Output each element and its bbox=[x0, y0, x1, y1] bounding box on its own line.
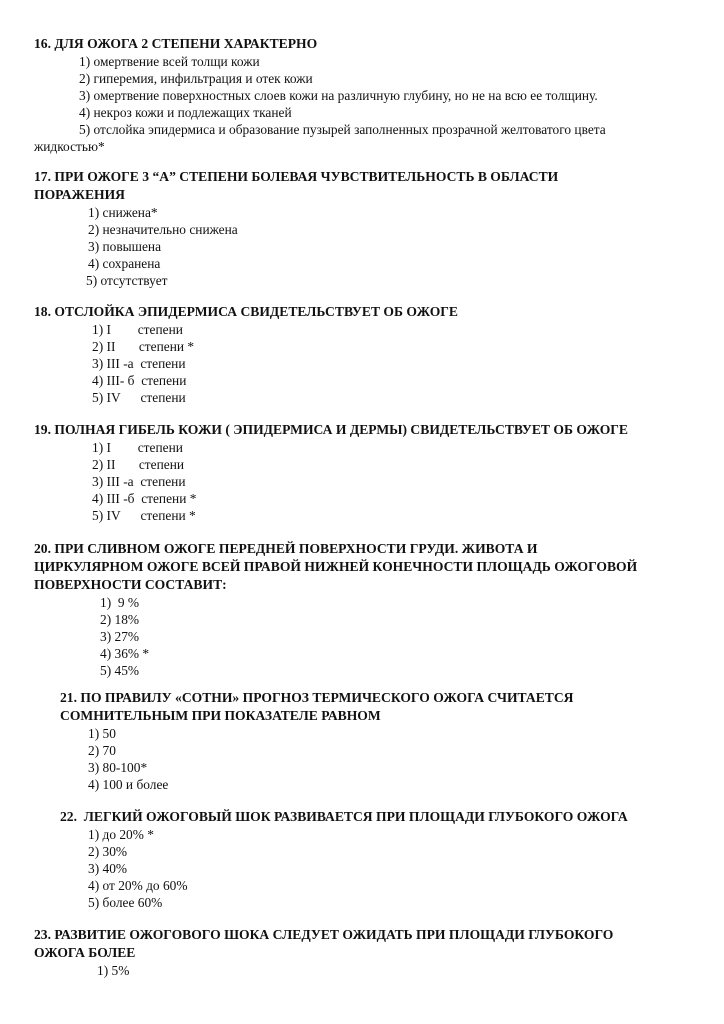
question-19 bbox=[0, 421, 724, 524]
answer-option: 3) омертвение поверхностных слоев кожи на различную глубину, но не на всю ее толщину. bbox=[79, 88, 598, 103]
question-18 bbox=[0, 303, 724, 406]
answer-option: 2) гиперемия, инфильтрация и отек кожи bbox=[79, 71, 313, 86]
answer-options bbox=[0, 725, 724, 793]
question-title: 21. ПО ПРАВИЛУ «СОТНИ» ПРОГНОЗ ТЕРМИЧЕСКОГО ОЖОГА СЧИТАЕТСЯ СОМНИТЕЛЬНЫМ ПРИ ПОКАЗАТЕЛЕ РАВНОМ bbox=[60, 690, 574, 723]
question-20 bbox=[0, 540, 724, 679]
answer-option: 1) 9 % bbox=[100, 595, 140, 610]
answer-option: 1) омертвение всей толщи кожи bbox=[79, 54, 260, 69]
answer-option: 1) I степени bbox=[92, 322, 183, 337]
answer-option: 5) отслойка эпидермиса и образование пузырей заполненных прозрачной желтоватого цвета bbox=[79, 122, 606, 137]
question-title: 22. ЛЕГКИЙ ОЖОГОВЫЙ ШОК РАЗВИВАЕТСЯ ПРИ ПЛОЩАДИ ГЛУБОКОГО ОЖОГА bbox=[60, 809, 628, 824]
answer-options bbox=[0, 204, 724, 289]
answer-option: 2) незначительно снижена bbox=[88, 222, 238, 237]
question-title: 16. ДЛЯ ОЖОГА 2 СТЕПЕНИ ХАРАКТЕРНО bbox=[34, 36, 318, 51]
question-16 bbox=[0, 35, 724, 155]
answer-option: 5) более 60% bbox=[88, 895, 163, 910]
question-title: 18. ОТСЛОЙКА ЭПИДЕРМИСА СВИДЕТЕЛЬСТВУЕТ ОБ ОЖОГЕ bbox=[34, 304, 458, 319]
answer-option: 3) 80-100* bbox=[88, 760, 148, 775]
answer-options bbox=[0, 53, 724, 155]
answer-option: 4) от 20% до 60% bbox=[88, 878, 188, 893]
question-17 bbox=[0, 168, 724, 289]
answer-option: 4) 36% * bbox=[100, 646, 150, 661]
answer-options bbox=[0, 962, 724, 979]
answer-option: 5) отсутствует bbox=[86, 273, 168, 288]
answer-option: 4) 100 и более bbox=[88, 777, 169, 792]
answer-options bbox=[0, 594, 724, 679]
answer-option: 1) I степени bbox=[92, 440, 183, 455]
question-title: 23. РАЗВИТИЕ ОЖОГОВОГО ШОКА СЛЕДУЕТ ОЖИДАТЬ ПРИ ПЛОЩАДИ ГЛУБОКОГО ОЖОГА БОЛЕЕ bbox=[34, 927, 614, 960]
answer-option: 4) сохранена bbox=[88, 256, 161, 271]
answer-option: 5) IV степени * bbox=[92, 508, 196, 523]
answer-option: 2) 30% bbox=[88, 844, 128, 859]
answer-option: 5) 45% bbox=[100, 663, 140, 678]
answer-option: 1) до 20% * bbox=[88, 827, 154, 842]
question-title: 20. ПРИ СЛИВНОМ ОЖОГЕ ПЕРЕДНЕЙ ПОВЕРХНОСТИ ГРУДИ. ЖИВОТА И ЦИРКУЛЯРНОМ ОЖОГЕ ВСЕЙ ПРАВОЙ НИЖНЕЙ КОНЕЧНОСТИ ПЛОЩАДЬ ОЖОГОВОЙ ПОВЕРХНОСТИ СОСТАВИТ: bbox=[34, 541, 638, 592]
question-21 bbox=[0, 689, 724, 793]
question-title: 17. ПРИ ОЖОГЕ 3 “А” СТЕПЕНИ БОЛЕВАЯ ЧУВСТВИТЕЛЬНОСТЬ В ОБЛАСТИ ПОРАЖЕНИЯ bbox=[34, 169, 559, 202]
answer-option: 3) III -а степени bbox=[92, 474, 186, 489]
question-23 bbox=[0, 926, 724, 979]
answer-option: 2) II степени bbox=[92, 457, 185, 472]
answer-option: 1) снижена* bbox=[88, 205, 158, 220]
answer-options bbox=[0, 321, 724, 406]
answer-option: 5) IV степени bbox=[92, 390, 186, 405]
answer-option: 1) 50 bbox=[88, 726, 116, 741]
answer-option: 2) 18% bbox=[100, 612, 140, 627]
answer-option-continuation: жидкостью* bbox=[34, 139, 105, 154]
answer-option: 4) III -б степени * bbox=[92, 491, 197, 506]
answer-option: 3) 27% bbox=[100, 629, 140, 644]
answer-option: 1) 5% bbox=[97, 963, 130, 978]
answer-options bbox=[0, 826, 724, 911]
answer-option: 3) повышена bbox=[88, 239, 162, 254]
answer-option: 4) III- б степени bbox=[92, 373, 187, 388]
answer-option: 2) 70 bbox=[88, 743, 116, 758]
question-title: 19. ПОЛНАЯ ГИБЕЛЬ КОЖИ ( ЭПИДЕРМИСА И ДЕРМЫ) СВИДЕТЕЛЬСТВУЕТ ОБ ОЖОГЕ bbox=[34, 422, 628, 437]
answer-option: 2) II степени * bbox=[92, 339, 195, 354]
answer-option: 3) III -а степени bbox=[92, 356, 186, 371]
answer-option: 4) некроз кожи и подлежащих тканей bbox=[79, 105, 292, 120]
question-22 bbox=[0, 808, 724, 911]
answer-option: 3) 40% bbox=[88, 861, 128, 876]
answer-options bbox=[0, 439, 724, 524]
